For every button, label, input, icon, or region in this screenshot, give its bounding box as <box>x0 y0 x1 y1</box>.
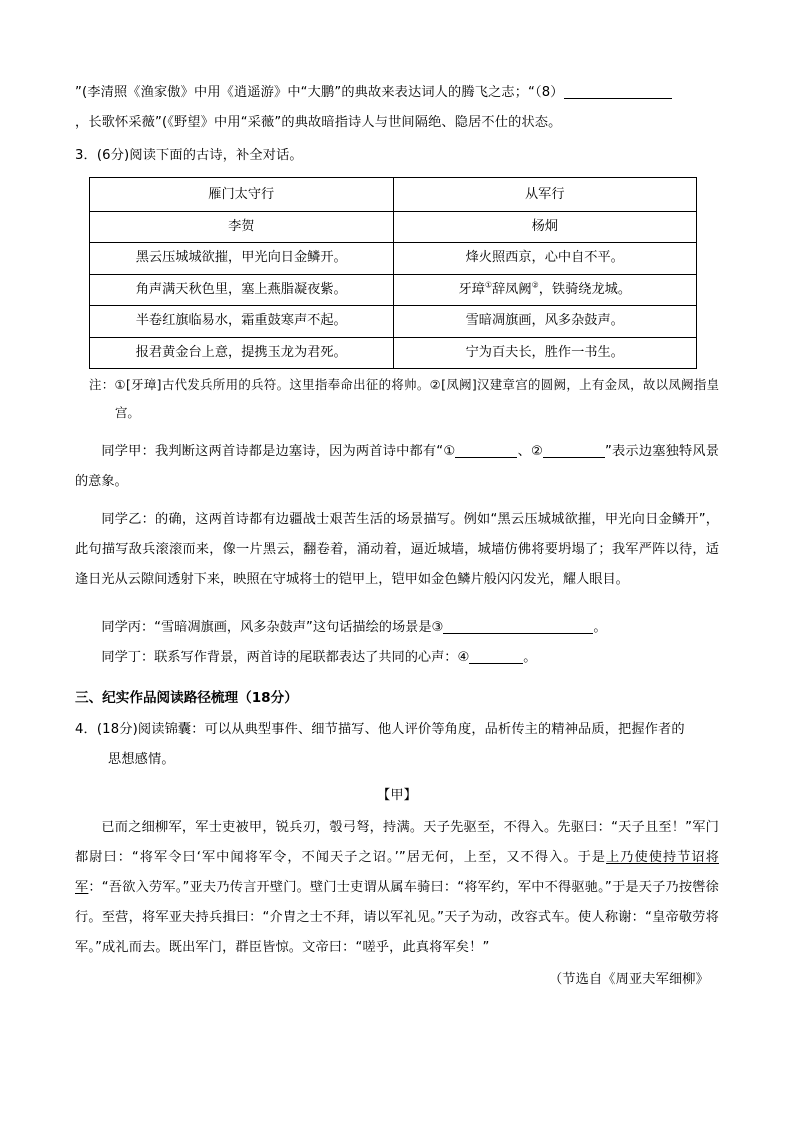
table-row <box>90 243 697 275</box>
poem-2-line-2: 牙璋①辞凤阙②，铁骑绕龙城。 <box>393 274 697 306</box>
poem-1-author: 李贺 <box>90 211 394 243</box>
dialog-student-yi: 同学乙：的确，这两首诗都有边疆战士艰苦生活的场景描写。例如“黑云压城城欲摧，甲光向日金鳞开”，此句描写敌兵滚滚而来，像一片黑云，翻卷着，涌动着，逼近城墙，城墙仿佛将要坍塌了；我军严阵以待，适逢日光从云隙间透射下来，映照在守城将士的铠甲上，铠甲如金色鳞片般闪闪发光，耀人眼目。 <box>75 512 719 587</box>
question-4-stem <box>75 715 719 745</box>
poem-2-line-1: 烽火照西京，心中自不平。 <box>393 243 697 275</box>
dialog-bing-text-2: 。 <box>593 620 607 635</box>
poem-1-line-3: 半卷红旗临易水，霜重鼓寒声不起。 <box>90 306 394 338</box>
dialog-jia-text-2: 、② <box>517 444 543 459</box>
passage-label-jia: 【甲】 <box>376 788 417 803</box>
table-row-title <box>90 178 697 212</box>
spacer <box>75 595 719 613</box>
dialog-jia-text-1: 同学甲：我判断这两首诗都是边塞诗，因为两首诗中都有“① <box>101 444 456 459</box>
poem-2-title: 从军行 <box>393 178 697 212</box>
passage-underlined-sentence: 上乃使使持节诏将军 <box>75 850 719 895</box>
continued-text-part1: ”(李清照《渔家傲》中用《逍遥游》中“大鹏”的典故来表达词人的腾飞之志；“（8） <box>75 85 564 100</box>
question-4-number: 4．(18分) <box>75 722 138 737</box>
question-4-text: 阅读锦囊：可以从典型事件、细节描写、他人评价等角度，品析传主的精神品质，把握作者的 <box>137 722 685 737</box>
poem-2-line-4: 宁为百夫长，胜作一书生。 <box>393 337 697 369</box>
fill-blank-1[interactable] <box>455 457 517 458</box>
table-row <box>90 274 697 306</box>
poem-2-line-3: 雪暗凋旗画，风多杂鼓声。 <box>393 306 697 338</box>
poem-1-title: 雁门太守行 <box>90 178 394 212</box>
poem-1-line-1: 黑云压城城欲摧，甲光向日金鳞开。 <box>90 243 394 275</box>
fill-blank-8[interactable] <box>564 98 672 99</box>
fill-blank-4[interactable] <box>469 663 523 664</box>
passage-text-before-underline: 已而之细柳军，军士吏被甲，锐兵刃，彀弓弩，持满。天子先驱至，不得入。先驱曰：“天子且至！”军门都尉曰：“将军令曰‘军中闻将军令，不闻天子之诏。’”居无何，上至，又不得入。于是 <box>75 820 719 865</box>
dialog-student-ding <box>75 643 719 673</box>
poem-1-line-4: 报君黄金台上意，提携玉龙为君死。 <box>90 337 394 369</box>
question-4-stem-line2: 思想感情。 <box>108 752 175 767</box>
table-row <box>90 337 697 369</box>
fill-blank-2[interactable] <box>543 457 605 458</box>
continued-fill-in-paragraph-2: ，长歌怀采薇”(《野望》中用“采薇”的典故暗指诗人与世间隔绝、隐居不仕的状态。 <box>75 115 562 130</box>
dialog-bing-text-1: 同学丙：“雪暗凋旗画，风多杂鼓声”这句话描绘的场景是③ <box>101 620 444 635</box>
continued-fill-in-paragraph <box>75 78 719 108</box>
poem-2-author: 杨炯 <box>393 211 697 243</box>
fill-blank-3[interactable] <box>443 633 593 634</box>
section-3-heading: 三、纪实作品阅读路径梳理（18分） <box>75 690 298 706</box>
passage-text-after-underline: ：“吾欲入劳军。”亚夫乃传言开壁门。壁门士吏谓从属车骑曰：“将军约，军中不得驱驰。”于是天子乃按辔徐行。至营，将军亚夫持兵揖曰：“介胄之士不拜，请以军礼见。”天子为动，改容式车。使人称谢：“皇帝敬劳将军。”成礼而去。既出军门，群臣皆惊。文帝曰：“嗟乎，此真将军矣！” <box>75 880 719 955</box>
dialog-student-jia <box>75 437 719 497</box>
table-row-author <box>90 211 697 243</box>
dialog-ding-text-1: 同学丁：联系写作背景，两首诗的尾联都表达了共同的心声：④ <box>101 650 470 665</box>
table-row <box>90 306 697 338</box>
footnote-marker-2: ② <box>531 280 539 290</box>
footnote-marker-1: ① <box>484 280 492 290</box>
footnotes: 注：①[牙璋]古代发兵所用的兵符。这里指奉命出征的将帅。②[凤阙]汉建章宫的圆阙，上有金凤，故以凤阙指皇宫。 <box>89 377 719 420</box>
passage-body <box>75 813 719 963</box>
question-3-stem <box>75 141 719 171</box>
dialog-student-bing <box>75 613 719 643</box>
passage-source-attribution: （节选自《周亚夫军细柳》 <box>548 972 709 987</box>
question-3-text: 阅读下面的古诗，补全对话。 <box>129 148 303 163</box>
question-3-number: 3．(6分) <box>75 148 130 163</box>
poem-comparison-table <box>89 177 697 369</box>
poem-1-line-2: 角声满天秋色里，塞上燕脂凝夜紫。 <box>90 274 394 306</box>
dialog-ding-text-2: 。 <box>523 650 537 665</box>
dialog-jia-text-3: ”表示边塞独特风景的意象。 <box>75 444 719 489</box>
